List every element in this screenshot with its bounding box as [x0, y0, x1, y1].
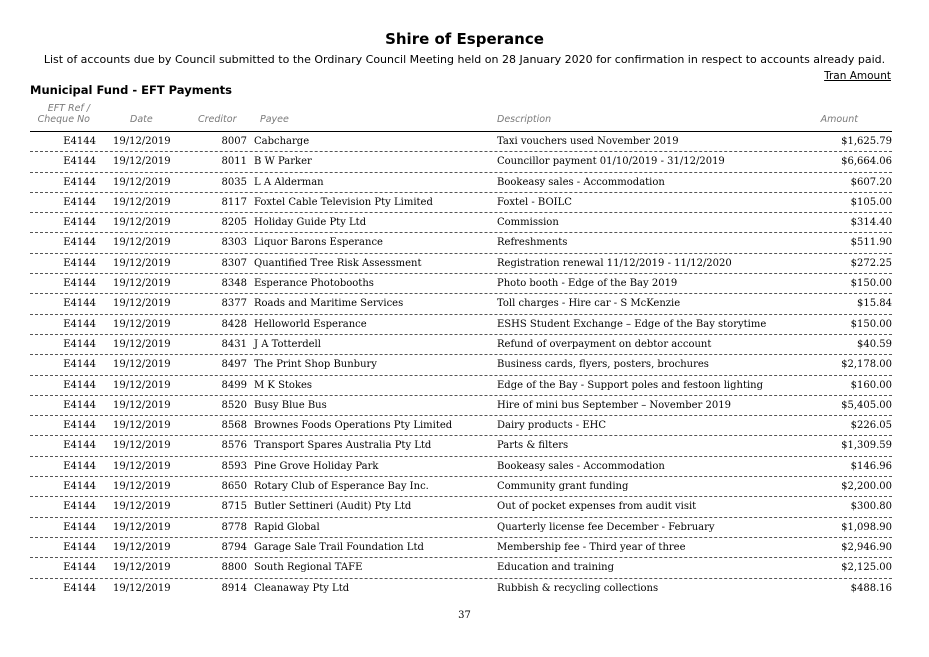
- cell-description: Taxi vouchers used November 2019: [497, 136, 679, 147]
- cell-payee: Quantified Tree Risk Assessment: [254, 257, 422, 269]
- cell-amount: $300.80: [850, 501, 892, 513]
- cell-date: 19/12/2019: [113, 399, 171, 411]
- cell-amount: $146.96: [850, 460, 892, 472]
- cell-amount: $150.00: [850, 278, 892, 290]
- cell-date: 19/12/2019: [113, 501, 171, 513]
- cell-eft-ref: E4144: [63, 136, 96, 147]
- cell-description: Rubbish & recycling collections: [497, 582, 659, 594]
- cell-creditor: 8007: [221, 136, 247, 147]
- cell-amount: $105.00: [850, 196, 892, 208]
- cell-amount: $2,178.00: [841, 359, 892, 371]
- table-row: [30, 315, 892, 335]
- cell-eft-ref: E4144: [63, 420, 96, 432]
- table-row: [30, 294, 892, 314]
- cell-creditor: 8593: [221, 460, 247, 472]
- cell-payee: Rapid Global: [254, 521, 320, 533]
- table-row: [30, 173, 892, 193]
- cell-eft-ref: E4144: [63, 562, 96, 574]
- header-creditor: Creditor: [198, 114, 237, 125]
- cell-description: Bookeasy sales - Accommodation: [497, 176, 665, 188]
- cell-creditor: 8520: [221, 399, 247, 411]
- cell-description: Business cards, flyers, posters, brochures: [497, 359, 709, 371]
- cell-eft-ref: E4144: [63, 440, 96, 452]
- cell-eft-ref: E4144: [63, 582, 96, 594]
- header-amount: Amount: [820, 114, 858, 125]
- cell-payee: The Print Shop Bunbury: [254, 359, 377, 371]
- cell-creditor: 8377: [221, 298, 247, 310]
- table-row: [30, 335, 892, 355]
- cell-description: Parts & filters: [497, 440, 569, 452]
- cell-description: Bookeasy sales - Accommodation: [497, 460, 665, 472]
- cell-amount: $6,664.06: [841, 156, 892, 168]
- cell-amount: $2,200.00: [841, 481, 892, 493]
- cell-date: 19/12/2019: [113, 298, 171, 310]
- table-header: [30, 101, 892, 132]
- cell-payee: M K Stokes: [254, 379, 313, 391]
- cell-date: 19/12/2019: [113, 318, 171, 330]
- cell-creditor: 8307: [221, 257, 247, 269]
- cell-creditor: 8011: [221, 156, 247, 168]
- cell-amount: $1,625.79: [841, 136, 892, 147]
- cell-creditor: 8778: [221, 521, 247, 533]
- cell-date: 19/12/2019: [113, 460, 171, 472]
- cell-amount: $226.05: [850, 420, 892, 432]
- cell-payee: Brownes Foods Operations Pty Limited: [254, 420, 453, 432]
- cell-creditor: 8499: [221, 379, 247, 391]
- cell-creditor: 8035: [221, 176, 247, 188]
- cell-creditor: 8303: [221, 237, 247, 249]
- cell-payee: J A Totterdell: [254, 338, 321, 350]
- cell-description: Registration renewal 11/12/2019 - 11/12/2020: [497, 257, 732, 269]
- page-title: Shire of Esperance: [385, 30, 544, 48]
- cell-amount: $160.00: [850, 379, 892, 391]
- cell-description: Dairy products - EHC: [497, 420, 606, 432]
- cell-creditor: 8576: [221, 440, 247, 452]
- cell-eft-ref: E4144: [63, 217, 96, 229]
- cell-payee: Foxtel Cable Television Pty Limited: [254, 196, 433, 208]
- cell-eft-ref: E4144: [63, 257, 96, 269]
- cell-eft-ref: E4144: [63, 359, 96, 371]
- cell-eft-ref: E4144: [63, 318, 96, 330]
- payments-table: [30, 132, 892, 598]
- cell-eft-ref: E4144: [63, 298, 96, 310]
- cell-amount: $1,098.90: [841, 521, 892, 533]
- cell-date: 19/12/2019: [113, 521, 171, 533]
- cell-description: Out of pocket expenses from audit visit: [497, 501, 697, 513]
- cell-creditor: 8800: [221, 562, 247, 574]
- cell-date: 19/12/2019: [113, 278, 171, 290]
- cell-description: Membership fee - Third year of three: [497, 541, 686, 553]
- cell-amount: $314.40: [850, 217, 892, 229]
- cell-payee: Roads and Maritime Services: [254, 298, 404, 310]
- cell-amount: $40.59: [857, 338, 892, 350]
- header-payee: Payee: [260, 114, 289, 125]
- cell-payee: Transport Spares Australia Pty Ltd: [254, 440, 432, 452]
- cell-payee: Helloworld Esperance: [254, 318, 367, 330]
- header-eft-ref-line2: Cheque No: [37, 114, 90, 125]
- cell-creditor: 8794: [221, 541, 247, 553]
- table-row: [30, 436, 892, 456]
- cell-eft-ref: E4144: [63, 156, 96, 168]
- cell-date: 19/12/2019: [113, 196, 171, 208]
- cell-date: 19/12/2019: [113, 217, 171, 229]
- cell-date: 19/12/2019: [113, 359, 171, 371]
- cell-payee: Liquor Barons Esperance: [254, 237, 383, 249]
- cell-description: Quarterly license fee December - February: [497, 521, 715, 533]
- table-row: [30, 233, 892, 253]
- cell-payee: Rotary Club of Esperance Bay Inc.: [254, 481, 429, 493]
- cell-payee: Pine Grove Holiday Park: [254, 460, 379, 472]
- cell-amount: $2,125.00: [841, 562, 892, 574]
- cell-description: Toll charges - Hire car - S McKenzie: [497, 298, 681, 310]
- cell-description: Hire of mini bus September – November 2019: [497, 399, 731, 411]
- cell-description: Edge of the Bay - Support poles and festoon lighting: [497, 379, 764, 391]
- cell-description: Community grant funding: [497, 481, 629, 493]
- cell-description: Refund of overpayment on debtor account: [497, 338, 712, 350]
- cell-date: 19/12/2019: [113, 136, 171, 147]
- cell-eft-ref: E4144: [63, 521, 96, 533]
- table-row: [30, 254, 892, 274]
- cell-date: 19/12/2019: [113, 176, 171, 188]
- cell-date: 19/12/2019: [113, 481, 171, 493]
- cell-eft-ref: E4144: [63, 176, 96, 188]
- cell-payee: Holiday Guide Pty Ltd: [254, 217, 367, 229]
- table-row: [30, 355, 892, 375]
- cell-date: 19/12/2019: [113, 257, 171, 269]
- tran-amount-label: Tran Amount: [824, 70, 891, 82]
- cell-creditor: 8117: [221, 196, 247, 208]
- cell-eft-ref: E4144: [63, 196, 96, 208]
- cell-creditor: 8428: [221, 318, 247, 330]
- cell-amount: $150.00: [850, 318, 892, 330]
- cell-description: Foxtel - BOILC: [497, 196, 572, 208]
- cell-amount: $5,405.00: [841, 399, 892, 411]
- cell-payee: Garage Sale Trail Foundation Ltd: [254, 541, 424, 553]
- table-row: [30, 193, 892, 213]
- cell-payee: Esperance Photobooths: [254, 278, 374, 290]
- cell-description: Councillor payment 01/10/2019 - 31/12/2019: [497, 156, 725, 168]
- table-row: [30, 579, 892, 598]
- table-row: [30, 477, 892, 497]
- cell-creditor: 8205: [221, 217, 247, 229]
- cell-amount: $1,309.59: [841, 440, 892, 452]
- table-row: [30, 538, 892, 558]
- cell-amount: $607.20: [850, 176, 892, 188]
- cell-creditor: 8348: [221, 278, 247, 290]
- cell-date: 19/12/2019: [113, 156, 171, 168]
- cell-date: 19/12/2019: [113, 379, 171, 391]
- cell-payee: South Regional TAFE: [254, 562, 363, 574]
- table-row: [30, 558, 892, 578]
- cell-eft-ref: E4144: [63, 379, 96, 391]
- page-subtitle: List of accounts due by Council submitted to the Ordinary Council Meeting held on 28 January 2020 for confirmation in respect to accounts already paid.: [43, 53, 886, 66]
- fund-heading: Municipal Fund - EFT Payments: [30, 83, 233, 97]
- cell-payee: B W Parker: [254, 156, 312, 168]
- cell-description: Commission: [497, 217, 559, 229]
- cell-eft-ref: E4144: [63, 481, 96, 493]
- cell-creditor: 8497: [221, 359, 247, 371]
- cell-date: 19/12/2019: [113, 562, 171, 574]
- header-date: Date: [130, 114, 153, 125]
- cell-amount: $2,946.90: [841, 541, 892, 553]
- table-row: [30, 457, 892, 477]
- cell-description: Photo booth - Edge of the Bay 2019: [497, 278, 678, 290]
- cell-payee: Butler Settineri (Audit) Pty Ltd: [254, 501, 412, 513]
- header-eft-ref: [30, 103, 90, 125]
- cell-date: 19/12/2019: [113, 440, 171, 452]
- cell-eft-ref: E4144: [63, 501, 96, 513]
- cell-creditor: 8650: [221, 481, 247, 493]
- cell-payee: Cabcharge: [254, 136, 310, 147]
- cell-eft-ref: E4144: [63, 338, 96, 350]
- cell-date: 19/12/2019: [113, 338, 171, 350]
- table-row: [30, 274, 892, 294]
- cell-payee: L A Alderman: [254, 176, 324, 188]
- cell-date: 19/12/2019: [113, 582, 171, 594]
- cell-creditor: 8715: [221, 501, 247, 513]
- cell-amount: $511.90: [850, 237, 892, 249]
- cell-date: 19/12/2019: [113, 541, 171, 553]
- header-eft-ref-line1: EFT Ref /: [47, 103, 90, 114]
- cell-eft-ref: E4144: [63, 460, 96, 472]
- cell-payee: Busy Blue Bus: [254, 399, 327, 411]
- table-row: [30, 376, 892, 396]
- cell-eft-ref: E4144: [63, 541, 96, 553]
- table-row: [30, 152, 892, 172]
- cell-creditor: 8914: [221, 582, 247, 594]
- cell-amount: $488.16: [850, 582, 892, 594]
- header-description: Description: [497, 114, 552, 125]
- table-row: [30, 416, 892, 436]
- table-row: [30, 518, 892, 538]
- table-row: [30, 132, 892, 152]
- table-row: [30, 213, 892, 233]
- cell-creditor: 8431: [221, 338, 247, 350]
- cell-amount: $272.25: [850, 257, 892, 269]
- cell-amount: $15.84: [857, 298, 892, 310]
- cell-creditor: 8568: [221, 420, 247, 432]
- page-number: 37: [458, 610, 471, 621]
- cell-eft-ref: E4144: [63, 278, 96, 290]
- cell-description: Education and training: [497, 562, 614, 574]
- cell-eft-ref: E4144: [63, 237, 96, 249]
- table-row: [30, 497, 892, 517]
- cell-description: ESHS Student Exchange – Edge of the Bay storytime: [497, 318, 767, 330]
- cell-date: 19/12/2019: [113, 420, 171, 432]
- cell-payee: Cleanaway Pty Ltd: [254, 582, 350, 594]
- cell-description: Refreshments: [497, 237, 568, 249]
- cell-eft-ref: E4144: [63, 399, 96, 411]
- table-row: [30, 396, 892, 416]
- cell-date: 19/12/2019: [113, 237, 171, 249]
